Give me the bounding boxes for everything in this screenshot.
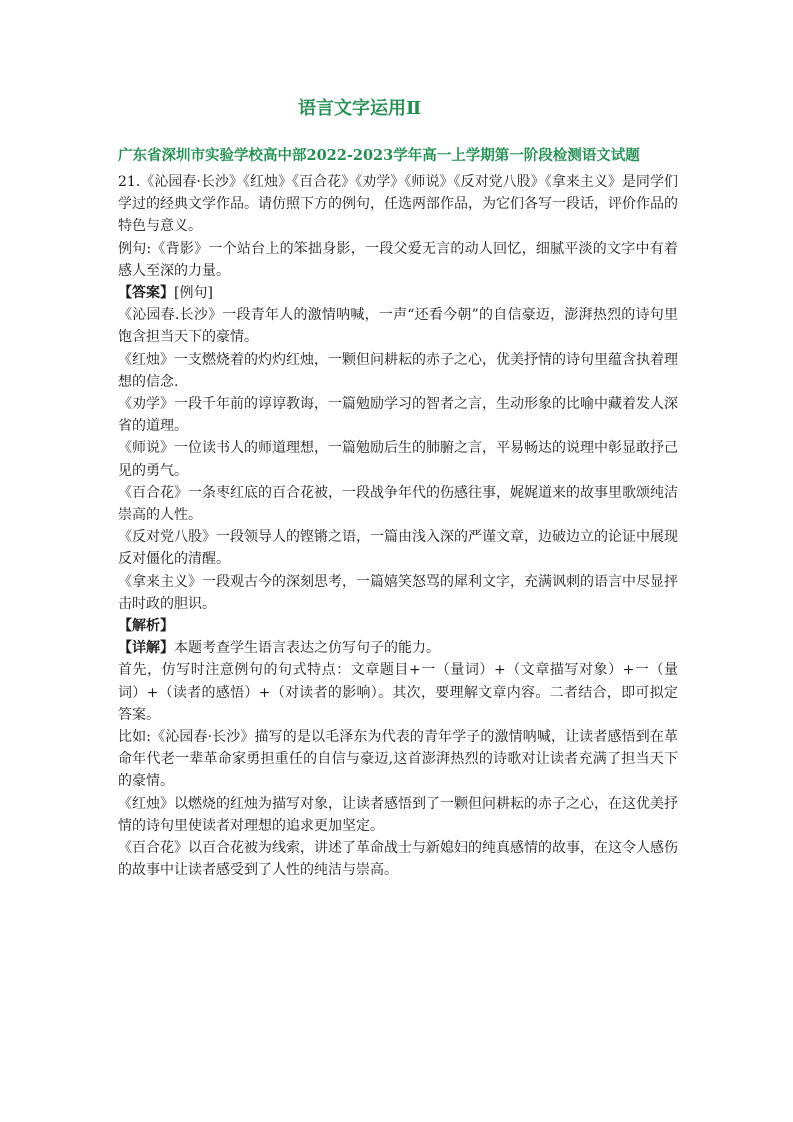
answer-item: 《拿来主义》一段观古今的深刻思考，一篇嬉笑怒骂的犀利文字，充满讽刺的语言中尽显抨击时政的胆识。 [118, 573, 678, 612]
question-example: 例句:《背影》一个站台上的笨拙身影，一段父爱无言的动人回忆，细腻平淡的文字中有着感人至深的力量。 [118, 240, 678, 279]
answer-item: 《红烛》一支燃烧着的灼灼红烛，一颗但问耕耘的赤子之心，优美抒情的诗句里蕴含执着理想的信念. [118, 351, 678, 390]
question-prompt: 21.《沁园春·长沙》《红烛》《百合花》《劝学》《师说》《反对党八股》《拿来主义》是同学们学过的经典文学作品。请仿照下方的例句，任选两部作品，为它们各写一段话，评价作品的特色与意义。 [118, 174, 678, 235]
answer-label: 【答案】 [118, 285, 174, 302]
answer-item: 《师说》一位读书人的师道理想，一篇勉励后生的肺腑之言，平易畅达的说理中彰显敢抒己见的勇气。 [118, 440, 678, 479]
page-title: 语言文字运用Ⅱ [298, 98, 422, 119]
answer-item: 《反对党八股》一段领导人的铿锵之语，一篇由浅入深的严谨文章，边破边立的论证中展现反对僵化的清醒。 [118, 529, 678, 568]
analysis-paragraph: 《红烛》以燃烧的红烛为描写对象，让读者感悟到了一颗但问耕耘的赤子之心，在这优美抒情的诗句里使读者对理想的追求更加坚定。 [118, 795, 678, 834]
analysis-paragraph: 《百合花》以百合花被为线索，讲述了革命战士与新媳妇的纯真感情的故事，在这令人感伤的故事中让读者感受到了人性的纯洁与崇高。 [118, 840, 678, 879]
detail-label: 【详解】 [118, 640, 174, 657]
analysis-paragraph: 比如:《沁园春·长沙》描写的是以毛泽东为代表的青年学子的激情呐喊，让读者感悟到在革命年代老一辈革命家勇担重任的自信与豪迈,这首澎湃热烈的诗歌对让读者充满了担当天下的豪情。 [118, 729, 678, 790]
analysis-label: 【解析】 [118, 618, 174, 635]
detail-text: 本题考查学生语言表达之仿写句子的能力。 [174, 640, 440, 657]
source-heading: 广东省深圳市实验学校高中部2022-2023学年高一上学期第一阶段检测语文试题 [118, 147, 640, 164]
answer-tag: [例句] [174, 285, 213, 302]
answer-heading [118, 282, 678, 304]
document-body [118, 171, 678, 882]
answer-item: 《百合花》一条枣红底的百合花被，一段战争年代的伤感往事，娓娓道来的故事里歌颂纯洁崇高的人性。 [118, 484, 678, 524]
analysis-heading [118, 615, 678, 637]
answer-item: 《沁园春.长沙》一段青年人的激情呐喊，一声“还看今朝”的自信豪迈，澎湃热烈的诗句里饱含担当天下的豪情。 [118, 307, 678, 346]
analysis-paragraph: 首先，仿写时注意例句的句式特点：文章题目+一（量词）+（文章描写对象）+一（量词）+（读者的感悟）+（对读者的影响）。其次，要理解文章内容。二者结合，即可拟定答案。 [118, 662, 678, 723]
analysis-detail [118, 637, 678, 659]
answer-item: 《劝学》一段千年前的谆谆教诲，一篇勉励学习的智者之言，生动形象的比喻中藏着发人深省的道理。 [118, 396, 678, 435]
